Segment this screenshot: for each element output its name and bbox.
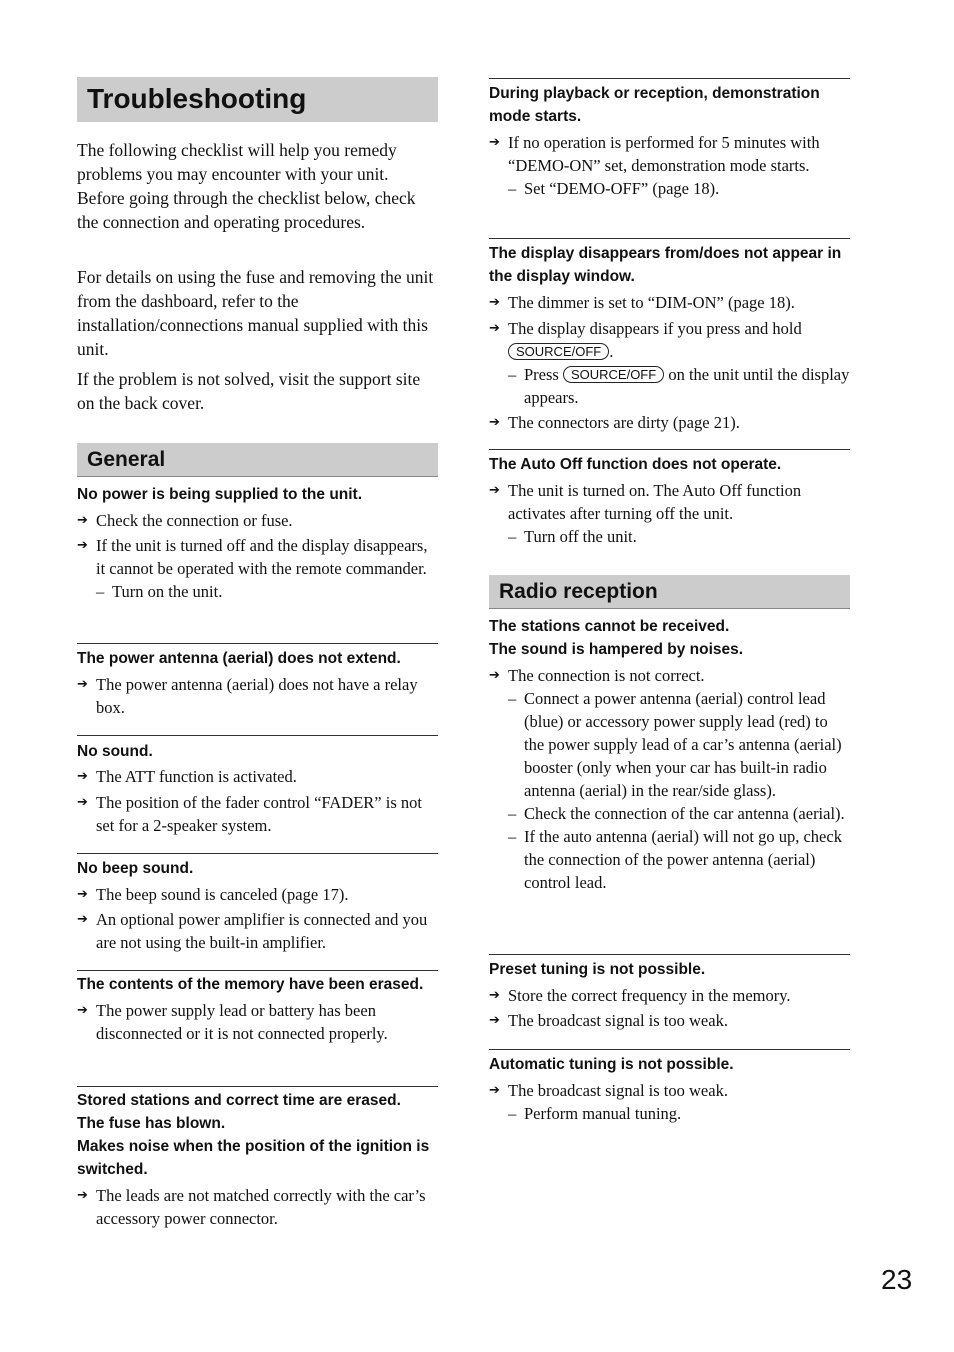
arrow-icon: ➔	[489, 295, 500, 310]
trouble-item	[489, 954, 850, 1032]
symptom: The fuse has blown.	[77, 1115, 226, 1132]
symptom: The stations cannot be received.	[489, 618, 730, 635]
page-title: Troubleshooting	[77, 77, 438, 122]
arrow-icon: ➔	[489, 415, 500, 430]
cause: ➔ The power supply lead or battery has been disconnected or it is not connected properly.	[77, 1001, 388, 1043]
remedy: – Turn on the unit.	[96, 582, 223, 601]
trouble-item	[77, 483, 438, 603]
arrow-icon: ➔	[489, 1083, 500, 1098]
cause: ➔ The connectors are dirty (page 21).	[489, 413, 740, 432]
cause: ➔ An optional power amplifier is connected and you are not using the built-in amplifier.	[77, 910, 428, 952]
symptom: The contents of the memory have been erased.	[77, 976, 424, 993]
symptom: Makes noise when the position of the ignition is switched.	[77, 1138, 430, 1178]
cause: ➔ The dimmer is set to “DIM-ON” (page 18).	[489, 293, 795, 312]
intro-paragraph-1: The following checklist will help you remedy problems you may encounter with your unit. Before going through the checklist below, check the connection and operating procedures.	[77, 140, 416, 232]
arrow-icon: ➔	[77, 912, 88, 927]
cause: ➔ The unit is turned on. The Auto Off function activates after turning off the unit.	[489, 481, 802, 523]
arrow-icon: ➔	[77, 1003, 88, 1018]
trouble-item	[77, 853, 438, 954]
remedy: – Perform manual tuning.	[508, 1104, 682, 1123]
arrow-icon: ➔	[489, 483, 500, 498]
symptom: No beep sound.	[77, 860, 194, 877]
arrow-icon: ➔	[77, 538, 88, 553]
arrow-icon: ➔	[77, 795, 88, 810]
cause: ➔ The position of the fader control “FADER” is not set for a 2-speaker system.	[77, 793, 422, 835]
arrow-icon: ➔	[77, 887, 88, 902]
trouble-item	[77, 970, 438, 1045]
arrow-icon: ➔	[489, 135, 500, 150]
symptom: The display disappears from/does not appear in the display window.	[489, 245, 842, 285]
arrow-icon: ➔	[489, 321, 500, 336]
intro-paragraph-3: If the problem is not solved, visit the support site on the back cover.	[77, 369, 421, 413]
cause: ➔ The power antenna (aerial) does not have a relay box.	[77, 675, 418, 717]
trouble-item	[489, 238, 850, 434]
symptom: The Auto Off function does not operate.	[489, 456, 782, 473]
symptom: The sound is hampered by noises.	[489, 641, 744, 658]
arrow-icon: ➔	[489, 988, 500, 1003]
section-heading-radio-reception: Radio reception	[489, 575, 850, 609]
cause: ➔ Store the correct frequency in the memory.	[489, 986, 791, 1005]
symptom: Automatic tuning is not possible.	[489, 1056, 734, 1073]
cause: ➔ Check the connection or fuse.	[77, 511, 293, 530]
cause: ➔ If no operation is performed for 5 minutes with “DEMO-ON” set, demonstration mode starts.	[489, 133, 820, 175]
cause: ➔ The leads are not matched correctly with the car’s accessory power connector.	[77, 1186, 426, 1228]
trouble-item	[489, 449, 850, 548]
remedy: – Turn off the unit.	[508, 527, 637, 546]
intro-paragraph-2: For details on using the fuse and removing the unit from the dashboard, refer to the installation/connections manual supplied with this unit.	[77, 267, 434, 359]
remedy: – Check the connection of the car antenna (aerial).	[508, 804, 845, 823]
remedy: – Set “DEMO-OFF” (page 18).	[508, 179, 720, 198]
section-heading-general: General	[77, 443, 438, 477]
source-off-button-label: SOURCE/OFF	[508, 343, 609, 360]
remedy: – Press SOURCE/OFF on the unit until the display appears.	[508, 365, 850, 407]
remedy: – If the auto antenna (aerial) will not go up, check the connection of the power antenna (aerial) control lead.	[508, 827, 842, 892]
arrow-icon: ➔	[77, 677, 88, 692]
page-number: 23	[881, 1264, 913, 1295]
cause: ➔ The beep sound is canceled (page 17).	[77, 885, 349, 904]
symptom: During playback or reception, demonstration mode starts.	[489, 85, 820, 125]
arrow-icon: ➔	[77, 513, 88, 528]
arrow-icon: ➔	[77, 769, 88, 784]
trouble-item	[77, 735, 438, 837]
source-off-button-label: SOURCE/OFF	[563, 366, 664, 383]
trouble-item	[489, 1049, 850, 1125]
trouble-item	[77, 643, 438, 719]
remedy: – Connect a power antenna (aerial) control lead (blue) or accessory power supply lead (red) to the power supply lead of a car’s antenna (aerial) booster (only when your car has built-in radio antenna (aerial) in the rear/side glass).	[508, 689, 842, 800]
trouble-item	[489, 615, 850, 894]
arrow-icon: ➔	[489, 1013, 500, 1028]
symptom: Stored stations and correct time are erased.	[77, 1092, 401, 1109]
trouble-item	[77, 1086, 438, 1230]
symptom: No sound.	[77, 743, 153, 760]
cause: ➔ The broadcast signal is too weak.	[489, 1011, 728, 1030]
arrow-icon: ➔	[489, 668, 500, 683]
cause: ➔ The broadcast signal is too weak.	[489, 1081, 728, 1100]
symptom: Preset tuning is not possible.	[489, 961, 706, 978]
cause: ➔ The ATT function is activated.	[77, 767, 297, 786]
cause: ➔ The display disappears if you press and hold SOURCE/OFF .	[489, 319, 802, 361]
symptom: The power antenna (aerial) does not extend.	[77, 650, 401, 667]
symptom: No power is being supplied to the unit.	[77, 486, 363, 503]
trouble-item	[489, 78, 850, 200]
cause: ➔ If the unit is turned off and the display disappears, it cannot be operated with the remote commander.	[77, 536, 428, 578]
arrow-icon: ➔	[77, 1188, 88, 1203]
cause: ➔ The connection is not correct.	[489, 666, 705, 685]
